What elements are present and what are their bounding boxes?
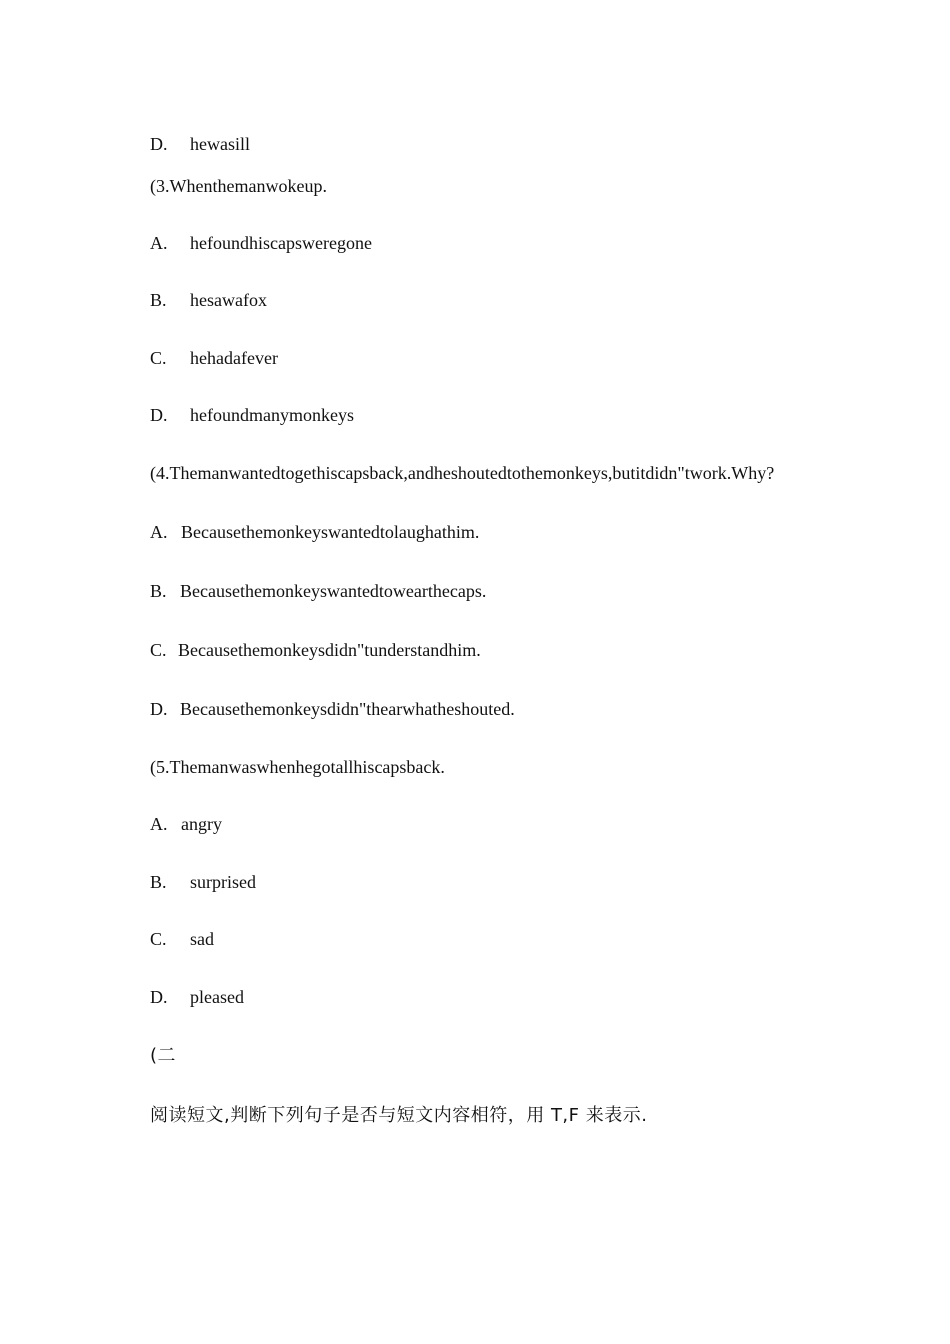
q3-option-b — [150, 289, 267, 311]
option-text: sad — [190, 929, 214, 949]
q3-option-a — [150, 232, 372, 254]
option-text: Becausethemonkeysdidn"thearwhatheshouted. — [180, 699, 515, 719]
option-label: D. — [150, 405, 168, 425]
option-label: B. — [150, 872, 167, 892]
option-text: pleased — [190, 987, 244, 1007]
q4-option-d — [150, 698, 515, 720]
option-text: surprised — [190, 872, 256, 892]
option-label: C. — [150, 640, 167, 660]
option-label: D. — [150, 134, 168, 154]
option-text: Becausethemonkeysdidn"tunderstandhim. — [178, 640, 481, 660]
option-text: Becausethemonkeyswantedtolaughathim. — [181, 522, 480, 542]
option-text: hesawafox — [190, 290, 267, 310]
q5-option-b — [150, 871, 256, 893]
option-label: A. — [150, 814, 168, 834]
q5-option-a — [150, 813, 222, 835]
option-text: Becausethemonkeyswantedtowearthecaps. — [180, 581, 487, 601]
option-label: C. — [150, 348, 167, 368]
q4-option-b — [150, 580, 486, 602]
q5-option-c — [150, 928, 214, 950]
option-text: hefoundmanymonkeys — [190, 405, 354, 425]
q5-option-d — [150, 986, 244, 1008]
q3-stem: (3.Whenthemanwokeup. — [150, 176, 327, 196]
option-label: B. — [150, 290, 167, 310]
option-label: D. — [150, 699, 168, 719]
q4-stem: (4.Themanwantedtogethiscapsback,andheshoutedtothemonkeys,butitdidn"twork.Why? — [150, 463, 775, 483]
option-label: A. — [150, 522, 168, 542]
option-text: hewasill — [190, 134, 250, 154]
option-label: B. — [150, 581, 167, 601]
option-label: A. — [150, 233, 168, 253]
option-text: angry — [181, 814, 222, 834]
q2-option-d — [150, 133, 250, 155]
option-text: hehadafever — [190, 348, 278, 368]
section-instruction: 阅读短文,判断下列句子是否与短文内容相符，用 T,F 来表示. — [150, 1105, 648, 1126]
section-heading: (二 — [150, 1045, 177, 1066]
option-text: hefoundhiscapsweregone — [190, 233, 372, 253]
q4-option-c — [150, 639, 481, 661]
q3-option-c — [150, 347, 278, 369]
option-label: C. — [150, 929, 167, 949]
q3-option-d — [150, 404, 354, 426]
q5-stem: (5.Themanwaswhenhegotallhiscapsback. — [150, 757, 445, 777]
option-label: D. — [150, 987, 168, 1007]
q4-option-a — [150, 521, 479, 543]
